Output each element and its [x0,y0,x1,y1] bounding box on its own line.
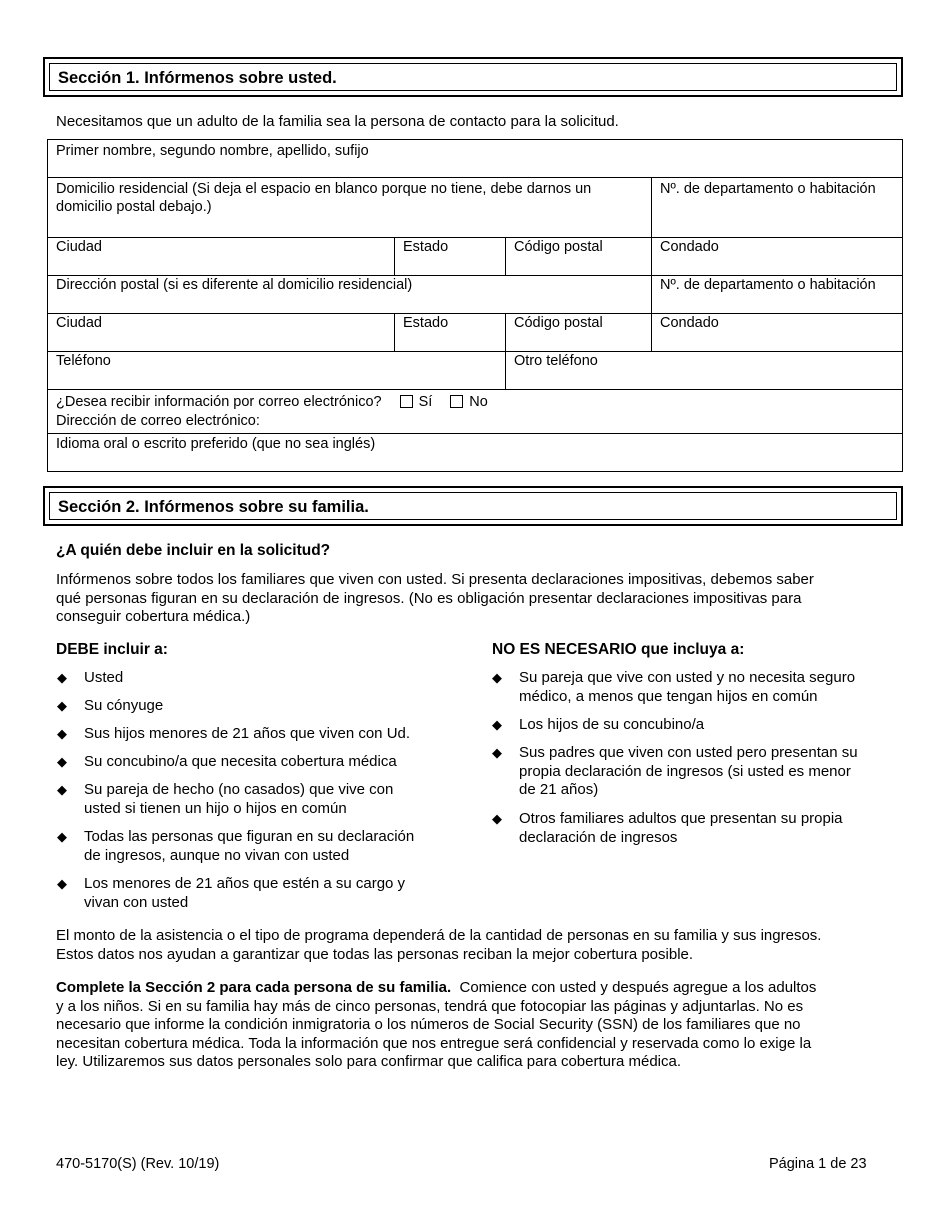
not-necessary-item-1: Su pareja que vive con usted y no necesita seguro [519,669,856,686]
not-necessary-item-3: Sus padres que viven con usted pero presentan su [519,744,858,761]
must-include-heading: DEBE incluir a: [56,641,168,658]
field-county-2[interactable]: Condado [660,315,719,331]
complete-text-3: necesario que informe la condición inmigratoria o los números de Social Security (SSN) de los familiares que no [56,1016,801,1033]
not-necessary-item-4: declaración de ingresos [519,828,678,846]
not-necessary-heading: NO ES NECESARIO que incluya a: [492,641,745,658]
bullet-diamond-icon: ◆ [57,829,67,844]
must-include-item-2: Su cónyuge [84,697,164,714]
complete-text-2: y a los niños. Si en su familia hay más de cinco personas, tendrá que fotocopiar las páginas y adjuntarlas. No es [56,997,804,1015]
complete-text-4: necesitan cobertura médica. Toda la información que nos entregue será confidencial y reservada como lo exige la [56,1034,812,1052]
bullet-diamond-icon: ◆ [57,726,67,741]
field-mailing-address[interactable]: Dirección postal (si es diferente al domicilio residencial) [56,277,413,293]
email-no-checkbox[interactable] [450,395,463,408]
must-include-item-5: usted si tienen un hijo o hijos en común [84,799,347,817]
must-include-item-1: Usted [84,669,124,686]
section1-title: Sección 1. Infórmenos sobre usted. [49,63,897,91]
bullet-diamond-icon: ◆ [492,745,502,760]
bullet-diamond-icon: ◆ [57,754,67,769]
section2-question: ¿A quién debe incluir en la solicitud? [56,542,331,559]
assistance-text-1: El monto de la asistencia o el tipo de programa dependerá de la cantidad de personas en su familia y sus ingresos. [56,927,822,944]
field-city-2[interactable]: Ciudad [56,315,102,331]
email-yes-checkbox[interactable] [400,395,413,408]
field-email-address[interactable]: Dirección de correo electrónico: [56,413,260,429]
email-yes-label: Sí [418,394,433,410]
form-number: 470-5170(S) (Rev. 10/19) [56,1156,220,1172]
complete-text-5: ley. Utilizaremos sus datos personales solo para confirmar que califica para cobertura médica. [56,1053,682,1070]
not-necessary-item-2: Los hijos de su concubino/a [519,716,705,733]
field-city[interactable]: Ciudad [56,239,102,255]
assistance-text-2: Estos datos nos ayudan a garantizar que todas las personas reciban la mejor cobertura posible. [56,945,694,963]
section2-title: Sección 2. Infórmenos sobre su familia. [49,492,897,520]
field-zip[interactable]: Código postal [514,239,603,255]
section2-header [43,486,903,526]
not-necessary-item-3: propia declaración de ingresos (si usted es menor [519,762,851,780]
field-apt-number[interactable]: Nº. de departamento o habitación [660,181,876,197]
email-question-row [56,393,896,411]
section2-intro-1: Infórmenos sobre todos los familiares que viven con usted. Si presenta declaraciones impositivas, debemos saber [56,571,814,588]
not-necessary-item-1: médico, a menos que tengan hijos en común [519,687,818,705]
field-language[interactable]: Idioma oral o escrito preferido (que no sea inglés) [56,436,376,452]
not-necessary-item-3: de 21 años) [519,781,599,798]
field-zip-2[interactable]: Código postal [514,315,603,331]
field-apt-number-2[interactable]: Nº. de departamento o habitación [660,277,876,293]
must-include-item-6: de ingresos, aunque no vivan con usted [84,846,350,864]
bullet-diamond-icon: ◆ [57,782,67,797]
bullet-diamond-icon: ◆ [57,698,67,713]
section2-intro-3: conseguir cobertura médica.) [56,608,251,625]
field-name[interactable]: Primer nombre, segundo nombre, apellido, sufijo [56,143,369,159]
must-include-item-4: Su concubino/a que necesita cobertura médica [84,753,397,770]
complete-bold: Complete la Sección 2 para cada persona de su familia. [56,979,452,996]
bullet-diamond-icon: ◆ [492,670,502,685]
complete-rest: Comience con usted y después agregue a los adultos [451,979,817,996]
bullet-diamond-icon: ◆ [492,811,502,826]
bullet-diamond-icon: ◆ [57,670,67,685]
bullet-diamond-icon: ◆ [492,717,502,732]
page-number: Página 1 de 23 [769,1156,867,1172]
field-other-phone[interactable]: Otro teléfono [514,353,598,369]
must-include-item-7: vivan con usted [84,893,189,911]
field-residential-address[interactable]: Domicilio residencial (Si deja el espacio en blanco porque no tiene, debe darnos un domicilio postal debajo.) [56,181,592,215]
section2-intro-2: qué personas figuran en su declaración de ingresos. (No es obligación presentar declaraciones impositivas para [56,589,802,607]
bullet-diamond-icon: ◆ [57,876,67,891]
not-necessary-item-4: Otros familiares adultos que presentan su propia [519,810,843,827]
must-include-item-3: Sus hijos menores de 21 años que viven con Ud. [84,725,411,742]
email-no-label: No [469,394,488,410]
field-state[interactable]: Estado [403,239,449,255]
field-county[interactable]: Condado [660,239,719,255]
field-state-2[interactable]: Estado [403,315,449,331]
must-include-item-5: Su pareja de hecho (no casados) que vive con [84,781,394,798]
email-question: ¿Desea recibir información por correo electrónico? [56,394,382,410]
section1-header [43,57,903,97]
contact-form [47,139,903,472]
complete-text-1 [56,979,896,998]
must-include-item-6: Todas las personas que figuran en su declaración [84,828,415,845]
field-phone[interactable]: Teléfono [56,353,111,369]
section1-intro: Necesitamos que un adulto de la familia sea la persona de contacto para la solicitud. [56,113,619,130]
must-include-item-7: Los menores de 21 años que estén a su cargo y [84,875,406,892]
